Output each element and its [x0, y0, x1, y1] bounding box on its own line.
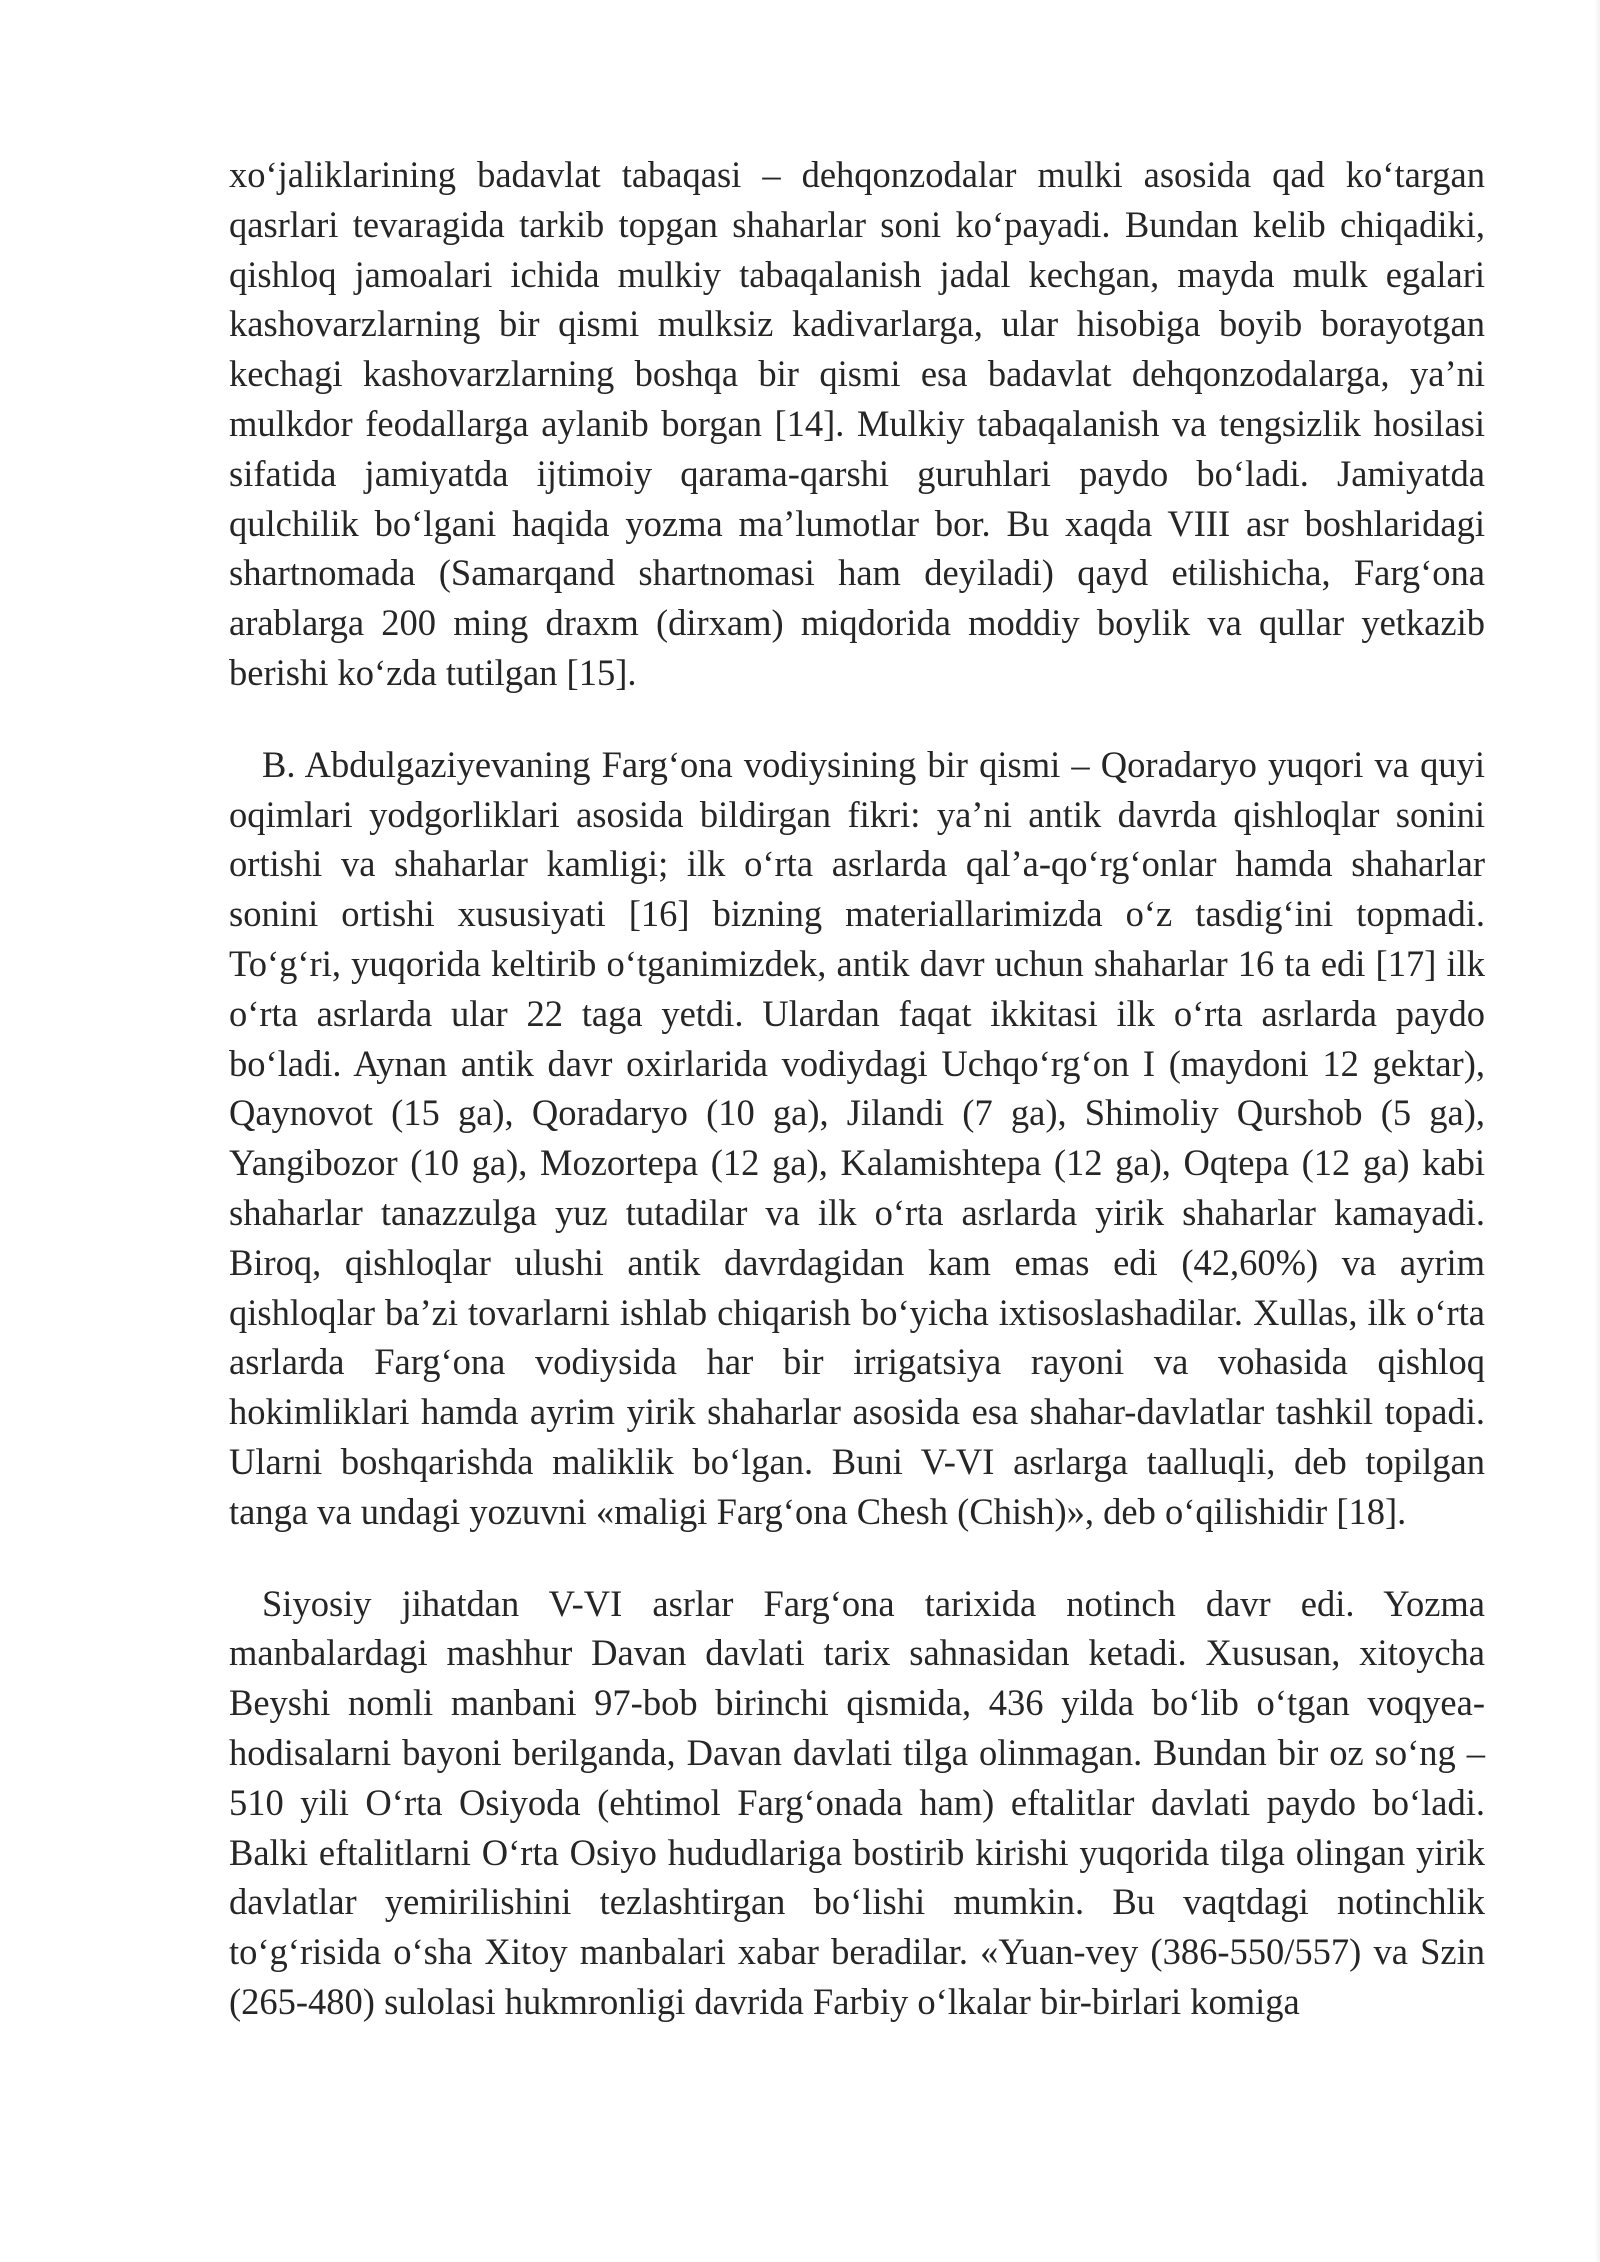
paragraph-1: xo‘jaliklarining badavlat tabaqasi – dehqonzodalar mulki asosida qad ko‘targan qasrlari tevaragida tarkib topgan shaharlar soni ko‘payadi. Bundan kelib chiqadiki, qishloq jamoalari ichida mulkiy tabaqalanish jadal kechgan, mayda mulk egalari kashovarzlarning bir qismi mulksiz kadivarlarga, ular hisobiga boyib borayotgan kechagi kashovarzlarning boshqa bir qismi esa badavlat dehqonzodalarga, ya’ni mulkdor feodallarga aylanib borgan [14]. Mulkiy tabaqalanish va tengsizlik hosilasi sifatida jamiyatda ijtimoiy qarama-qarshi guruhlari paydo bo‘ladi. Jamiyatda qulchilik bo‘lgani haqida yozma ma’lumotlar bor. Bu xaqda VIII asr boshlaridagi shartnomada (Samarqand shartnomasi ham deyiladi) qayd etilishicha, Farg‘ona arablarga 200 ming draxm (dirxam) miqdorida moddiy boylik va qullar yetkazib berishi ko‘zda tutilgan [15].	[229, 154, 1485, 693]
paragraph-2: B. Abdulgaziyevaning Farg‘ona vodiysining bir qismi – Qoradaryo yuqori va quyi oqimlari yodgorliklari asosida bildirgan fikri: ya’ni antik davrda qishloqlar sonini ortishi va shaharlar kamligi; ilk o‘rta asrlarda qal’a-qo‘rg‘onlar hamda shaharlar sonini ortishi xususiyati [16] bizning materiallarimizda o‘z tasdig‘ini topmadi. To‘g‘ri, yuqorida keltirib o‘tganimizdek, antik davr uchun shaharlar 16 ta edi [17] ilk o‘rta asrlarda ular 22 taga yetdi. Ulardan faqat ikkitasi ilk o‘rta asrlarda paydo bo‘ladi. Aynan antik davr oxirlarida vodiydagi Uchqo‘rg‘on I (maydoni 12 gektar), Qaynovot (15 ga), Qoradaryo (10 ga), Jilandi (7 ga), Shimoliy Qurshob (5 ga), Yangibozor (10 ga), Mozortepa (12 ga), Kalamishtepa (12 ga), Oqtepa (12 ga) kabi shaharlar tanazzulga yuz tutadilar va ilk o‘rta asrlarda yirik shaharlar kamayadi. Biroq, qishloqlar ulushi antik davrdagidan kam emas edi (42,60%) va ayrim qishloqlar ba’zi tovarlarni ishlab chiqarish bo‘yicha ixtisoslashadilar. Xullas, ilk o‘rta asrlarda Farg‘ona vodiysida har bir irrigatsiya rayoni va vohasida qishloq hokimliklari hamda ayrim yirik shaharlar asosida esa shahar-davlatlar tashkil topadi. Ularni boshqarishda maliklik bo‘lgan. Buni V-VI asrlarga taalluqli, deb topilgan tanga va undagi yozuvni «maligi Farg‘ona Chesh (Chish)», deb o‘qilishidir [18].	[229, 743, 1485, 1532]
paragraph-3: Siyosiy jihatdan V-VI asrlar Farg‘ona tarixida notinch davr edi. Yozma manbalardagi mashhur Davan davlati tarix sahnasidan ketadi. Xususan, xitoycha Beyshi nomli manbani 97-bob birinchi qismida, 436 yilda bo‘lib o‘tgan voqyea-hodisalarni bayoni berilganda, Davan davlati tilga olinmagan. Bundan bir oz so‘ng – 510 yili O‘rta Osiyoda (ehtimol Farg‘onada ham) eftalitlar davlati paydo bo‘ladi. Balki eftalitlarni O‘rta Osiyo hududlariga bostirib kirishi yuqorida tilga olingan yirik davlatlar yemirilishini tezlashtirgan bo‘lishi mumkin. Bu vaqtdagi notinchlik to‘g‘risida o‘sha Xitoy manbalari xabar beradilar. «Yuan-vey (386-550/557) va Szin (265-480) sulolasi hukmronligi davrida Farbiy o‘lkalar bir-birlari komiga	[229, 1582, 1485, 2022]
body-text	[229, 150, 1485, 2027]
page-edge-shadow	[1594, 0, 1600, 2262]
